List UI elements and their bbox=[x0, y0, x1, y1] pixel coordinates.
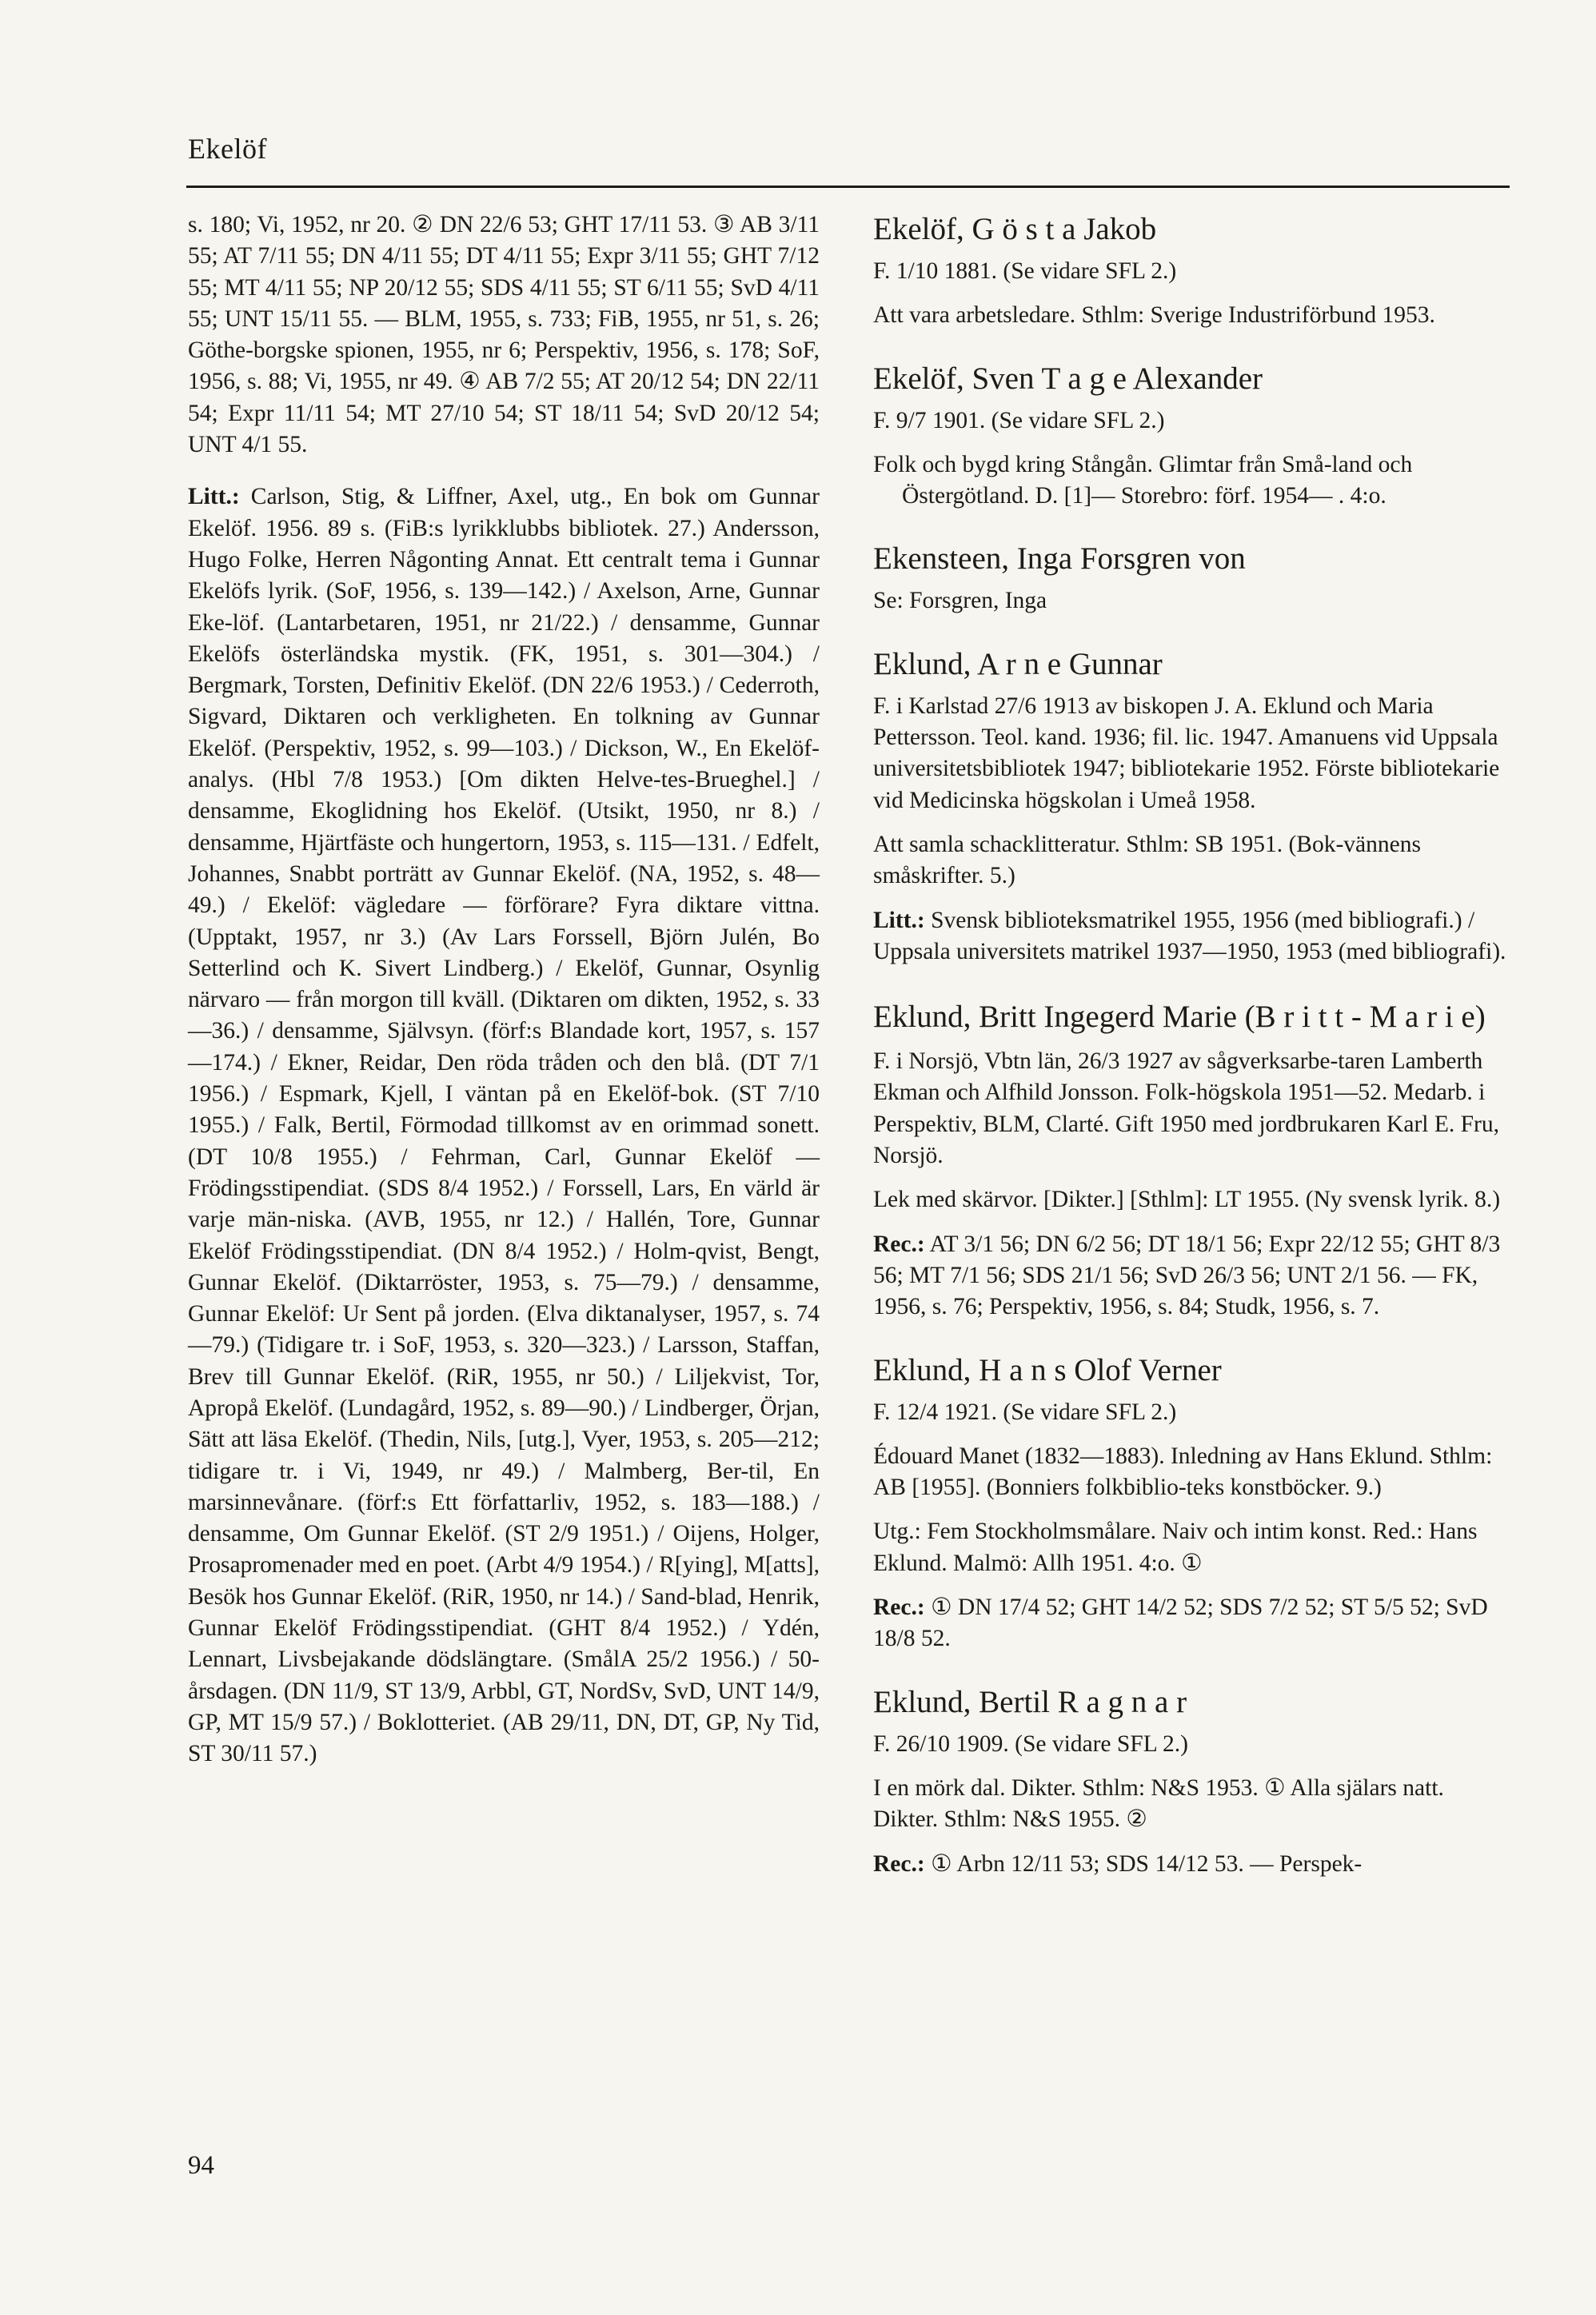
entry-ekelof-tage bbox=[873, 359, 1510, 513]
entry-name: Ekelöf, Sven T a g e Alexander bbox=[873, 361, 1263, 396]
entry-name: Eklund, Britt Ingegerd Marie (B r i t t - M a r i e) bbox=[873, 1000, 1486, 1035]
entry-ekensteen bbox=[873, 539, 1510, 617]
continuation-text: s. 180; Vi, 1952, nr 20. ② DN 22/6 53; GHT 17/11 53. ③ AB 3/11 55; AT 7/11 55; DN 4/11 55; DT 4/11 55; Expr 3/11 55; GHT 7/12 55; MT 4/11 55; NP 20/12 55; SDS 4/11 55; ST 6/11 55; SvD 4/11 55; UNT 15/11 55. — BLM, 1955, s. 733; FiB, 1955, nr 51, s. 26; Göthe-borgske spionen, 1955, nr 6; Perspektiv, 1956, s. 178; SoF, 1956, s. 88; Vi, 1955, nr 49. ④ AB 7/2 55; AT 20/12 54; DN 22/11 54; Expr 11/11 54; MT 27/10 54; ST 18/11 54; SvD 20/12 54; UNT 4/1 55. bbox=[188, 212, 820, 458]
entry-name: Ekensteen, Inga Forsgren von bbox=[873, 541, 1246, 577]
rec-text: AT 3/1 56; DN 6/2 56; DT 18/1 56; Expr 22/12 55; GHT 8/3 56; MT 7/1 56; SDS 21/1 56; SvD 26/3 56; UNT 2/1 56. — FK, 1956, s. 76; Perspektiv, 1956, s. 84; Studk, 1956, s. 7. bbox=[873, 1231, 1501, 1320]
entry-item: F. 1/10 1881. (Se vidare SFL 2.) bbox=[873, 258, 1177, 284]
entry-item: F. 9/7 1901. (Se vidare SFL 2.) bbox=[873, 407, 1165, 433]
entry-ekelof-gosta bbox=[873, 210, 1510, 332]
entry-item bbox=[873, 1849, 1510, 1880]
entry-item: F. 12/4 1921. (Se vidare SFL 2.) bbox=[873, 1399, 1177, 1425]
entry-item: F. i Norsjö, Vbtn län, 26/3 1927 av sågverksarbe-taren Lamberth Ekman och Alfhild Jonsson. Folk-högskola 1951—52. Medarb. i Perspektiv, BLM, Clarté. Gift 1950 med jordbrukaren Karl E. Fru, Norsjö. bbox=[873, 1048, 1499, 1169]
entry-item: Folk och bygd kring Stångån. Glimtar från Små-land och Östergötland. D. [1]— Storebro: förf. 1954— . 4:o. bbox=[873, 451, 1413, 509]
litt-text: Svensk biblioteksmatrikel 1955, 1956 (med bibliografi.) / Uppsala universitets matrikel 1937—1950, 1953 (med bibliografi). bbox=[873, 907, 1506, 964]
litt-label: Litt.: bbox=[188, 484, 240, 510]
entry-item: Édouard Manet (1832—1883). Inledning av Hans Eklund. Sthlm: AB [1955]. (Bonniers folkbiblio-teks konstböcker. 9.) bbox=[873, 1443, 1493, 1501]
entry-item: Utg.: Fem Stockholmsmålare. Naiv och intim konst. Red.: Hans Eklund. Malmö: Allh 1951. 4:o. ① bbox=[873, 1519, 1478, 1576]
rec-label: Rec.: bbox=[873, 1595, 925, 1621]
entry-item bbox=[873, 1229, 1510, 1323]
entry-item: F. i Karlstad 27/6 1913 av biskopen J. A. Eklund och Maria Pettersson. Teol. kand. 1936; fil. lic. 1947. Amanuens vid Uppsala universitetsbibliotek 1947; bibliotekarie 1952. Förste bibliotekarie vid Medicinska högskolan i Umeå 1958. bbox=[873, 693, 1500, 813]
page-number: 94 bbox=[188, 2151, 214, 2180]
entry-name: Eklund, H a n s Olof Verner bbox=[873, 1352, 1222, 1387]
running-head-title: Ekelöf bbox=[188, 133, 267, 165]
entry-eklund-hans bbox=[873, 1351, 1510, 1655]
header-rule bbox=[186, 186, 1510, 188]
litt-paragraph bbox=[188, 481, 820, 1770]
entry-item: Att samla schacklitteratur. Sthlm: SB 1951. (Bok-vännens småskrifter. 5.) bbox=[873, 831, 1421, 889]
entry-eklund-arne bbox=[873, 645, 1510, 968]
entry-item: Se: Forsgren, Inga bbox=[873, 588, 1047, 614]
entry-item: Att vara arbetsledare. Sthlm: Sverige Industriförbund 1953. bbox=[873, 302, 1435, 329]
entry-item: I en mörk dal. Dikter. Sthlm: N&S 1953. ① Alla själars natt. Dikter. Sthlm: N&S 1955. ② bbox=[873, 1774, 1444, 1833]
entry-eklund-ragnar bbox=[873, 1682, 1510, 1880]
left-column bbox=[188, 210, 820, 1770]
litt-text: Carlson, Stig, & Liffner, Axel, utg., En bok om Gunnar Ekelöf. 1956. 89 s. (FiB:s lyrikklubbs bibliotek. 27.) Andersson, Hugo Folke, Herren Någonting Annat. Ett centralt tema i Gunnar Ekelöfs lyrik. (SoF, 1956, s. 139—142.) / Axelson, Arne, Gunnar Eke-löf. (Lantarbetaren, 1951, nr 21/22.) / densamme, Gunnar Ekelöfs österländska mystik. (FK, 1951, s. 301—304.) / Bergmark, Torsten, Definitiv Ekelöf. (DN 22/6 1953.) / Cederroth, Sigvard, Diktaren och verkligheten. En tolkning av Gunnar Ekelöf. (Perspektiv, 1952, s. 99—103.) / Dickson, W., En Ekelöf-analys. (Hbl 7/8 1953.) [Om dikten Helve-tes-Brueghel.] / densamme, Ekoglidning hos Ekelöf. (Utsikt, 1950, nr 8.) / densamme, Hjärtfäste och hungertorn, 1953, s. 115—131. / Edfelt, Johannes, Snabbt porträtt av Gunnar Ekelöf. (NA, 1952, s. 48—49.) / Ekelöf: vägledare — förförare? Fyra diktare vittna. (Upptakt, 1957, nr 3.) (Av Lars Forssell, Björn Julén, Bo Setterlind och K. Sivert Lindberg.) / Ekelöf, Gunnar, Osynlig närvaro — från morgon till kväll. (Diktaren om dikten, 1952, s. 33—36.) / densamme, Självsyn. (förf:s Blandade kort, 1957, s. 157—174.) / Ekner, Reidar, Den röda tråden och den blå. (DT 7/1 1956.) / Espmark, Kjell, I väntan på en Ekelöf-bok. (ST 7/10 1955.) / Falk, Bertil, Förmodad tillkomst av en orimmad sonett. (DT 10/8 1955.) / Fehrman, Carl, Gunnar Ekelöf — Frödingsstipendiat. (SDS 8/4 1952.) / Forssell, Lars, En värld är varje män-niska. (AVB, 1955, nr 12.) / Hallén, Tore, Gunnar Ekelöf Frödingsstipendiat. (DN 8/4 1952.) / Holm-qvist, Bengt, Gunnar Ekelöf. (Diktarröster, 1953, s. 75—79.) / densamme, Gunnar Ekelöf: Ur Sent på jorden. (Elva diktanalyser, 1957, s. 74—79.) (Tidigare tr. i SoF, 1953, s. 320—323.) / Larsson, Staffan, Brev till Gunnar Ekelöf. (RiR, 1955, nr 50.) / Liljekvist, Tor, Apropå Ekelöf. (Lundagård, 1952, s. 89—90.) / Lindberger, Örjan, Sätt att läsa Ekelöf. (Thedin, Nils, [utg.], Vyer, 1953, s. 205—212; tidigare tr. i Vi, 1949, nr 49.) / Malmberg, Ber-til, En marsinnevånare. (förf:s Ett författarliv, 1952, s. 183—188.) / densamme, Om Gunnar Ekelöf. (ST 2/9 1951.) / Oijens, Holger, Prosapromenader med en poet. (Arbt 4/9 1954.) / R[ying], M[atts], Besök hos Gunnar Ekelöf. (RiR, 1950, nr 14.) / Sand-blad, Henrik, Gunnar Ekelöf Frödingsstipendiat. (GHT 8/4 1952.) / Ydén, Lennart, Livsbejakande dödslängtare. (SmålA 25/2 1956.) / 50-årsdagen. (DN 11/9, ST 13/9, Arbbl, GT, NordSv, SvD, UNT 14/9, GP, MT 15/9 57.) / Boklotteriet. (AB 29/11, DN, DT, GP, Ny Tid, ST 30/11 57.) bbox=[188, 484, 820, 1767]
entry-eklund-britt-marie bbox=[873, 995, 1510, 1323]
entry-name: Ekelöf, G ö s t a Jakob bbox=[873, 212, 1157, 246]
rec-label: Rec.: bbox=[873, 1231, 925, 1257]
right-column bbox=[873, 210, 1510, 1907]
entry-item: Lek med skärvor. [Dikter.] [Sthlm]: LT 1955. (Ny svensk lyrik. 8.) bbox=[873, 1187, 1501, 1213]
litt-label: Litt.: bbox=[873, 907, 925, 933]
entry-item bbox=[873, 1592, 1510, 1655]
entry-item bbox=[873, 905, 1510, 968]
entry-name: Eklund, Bertil R a g n a r bbox=[873, 1684, 1187, 1719]
entry-name: Eklund, A r n e Gunnar bbox=[873, 646, 1163, 681]
rec-label: Rec.: bbox=[873, 1850, 925, 1877]
rec-text: ① Arbn 12/11 53; SDS 14/12 53. — Perspek- bbox=[931, 1850, 1363, 1877]
entry-item: F. 26/10 1909. (Se vidare SFL 2.) bbox=[873, 1730, 1188, 1757]
rec-text: ① DN 17/4 52; GHT 14/2 52; SDS 7/2 52; ST 5/5 52; SvD 18/8 52. bbox=[873, 1595, 1488, 1652]
